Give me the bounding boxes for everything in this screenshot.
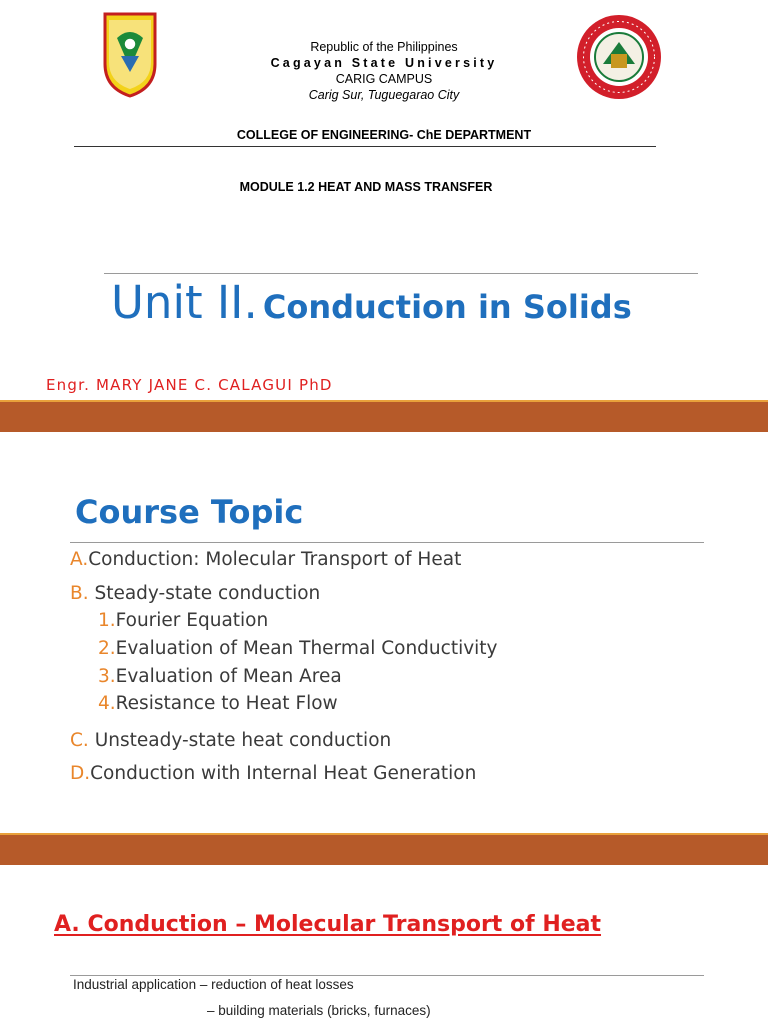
campus-address: Carig Sur, Tuguegarao City (308, 88, 460, 102)
course-topic-title: Course Topic (75, 493, 304, 531)
topic-item (70, 583, 320, 604)
subtopic-marker: 4. (98, 693, 116, 714)
author-name: Engr. MARY JANE C. CALAGUI PhD (46, 376, 333, 394)
topic-marker: D. (70, 763, 91, 784)
unit-number: Unit II. (111, 276, 258, 329)
subtopic-text: Fourier Equation (115, 610, 269, 631)
topic-item (70, 549, 461, 570)
topic-text: Conduction with Internal Heat Generation (90, 763, 477, 784)
section-title: A. Conduction – Molecular Transport of Heat (54, 912, 602, 937)
course-topic-rule (70, 542, 704, 543)
body-line: – building materials (bricks, furnaces) (207, 1003, 431, 1018)
subtopic-item (98, 666, 342, 687)
topic-marker: B. (70, 583, 89, 604)
topic-text: Conduction: Molecular Transport of Heat (88, 549, 462, 570)
slide-divider (0, 835, 768, 865)
unit-title (111, 276, 632, 329)
subtopic-text: Resistance to Heat Flow (115, 693, 338, 714)
unit-title-rule (104, 273, 698, 274)
topic-marker: C. (70, 730, 89, 751)
subtopic-marker: 2. (98, 638, 116, 659)
campus-name: CARIG CAMPUS (335, 72, 433, 86)
slide-divider (0, 402, 768, 432)
subtopic-text: Evaluation of Mean Area (115, 666, 342, 687)
topic-text: Steady-state conduction (94, 583, 321, 604)
body-line: Industrial application – reduction of heat losses (73, 977, 354, 992)
module-title: MODULE 1.2 HEAT AND MASS TRANSFER (239, 180, 493, 194)
topic-item (70, 730, 391, 751)
topic-item (70, 763, 476, 784)
republic-line: Republic of the Philippines (310, 40, 458, 54)
subtopic-item (98, 693, 338, 714)
subtopic-item (98, 638, 498, 659)
subtopic-marker: 1. (98, 610, 116, 631)
subtopic-text: Evaluation of Mean Thermal Conductivity (115, 638, 498, 659)
topic-marker: A. (70, 549, 89, 570)
subtopic-marker: 3. (98, 666, 116, 687)
topic-text: Unsteady-state heat conduction (94, 730, 392, 751)
unit-name: Conduction in Solids (262, 288, 632, 326)
section-rule (70, 975, 704, 976)
college-department: COLLEGE OF ENGINEERING- ChE DEPARTMENT (236, 128, 532, 142)
subtopic-item (98, 610, 268, 631)
university-name: Cagayan State University (270, 56, 498, 70)
header-divider (74, 146, 656, 147)
